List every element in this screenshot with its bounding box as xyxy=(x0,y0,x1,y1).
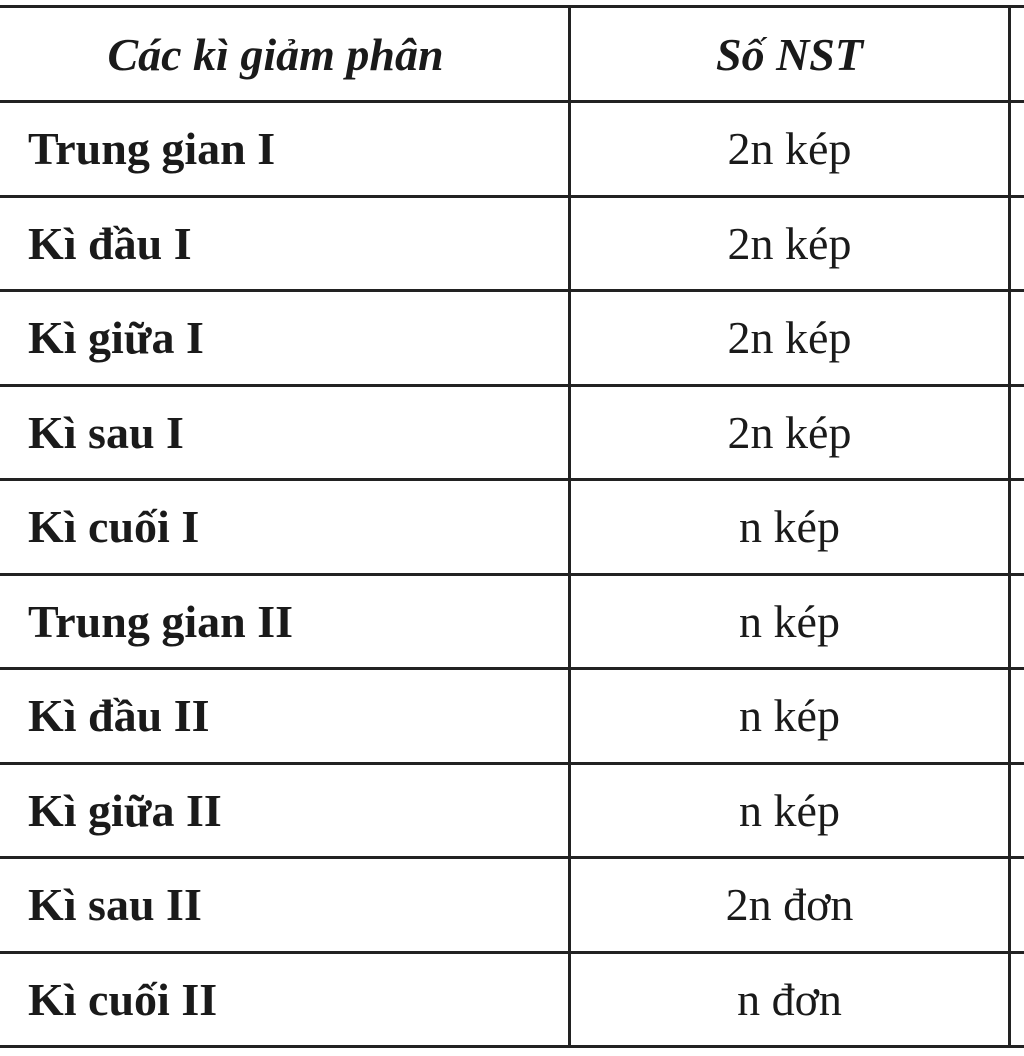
extra-cell xyxy=(1010,196,1024,291)
table-row xyxy=(0,858,1024,953)
extra-cell xyxy=(1010,385,1024,480)
extra-cell xyxy=(1010,480,1024,575)
table-row xyxy=(0,952,1024,1047)
chromosome-count-cell: n kép xyxy=(570,574,1010,669)
chromosome-count-cell: n đơn xyxy=(570,952,1010,1047)
extra-cell xyxy=(1010,574,1024,669)
chromosome-count-cell: 2n kép xyxy=(570,385,1010,480)
chromosome-count-cell: n kép xyxy=(570,669,1010,764)
phase-cell: Kì đầu II xyxy=(0,669,570,764)
phase-cell: Trung gian II xyxy=(0,574,570,669)
phase-cell: Kì đầu I xyxy=(0,196,570,291)
table-row xyxy=(0,196,1024,291)
phase-cell: Kì cuối II xyxy=(0,952,570,1047)
phase-cell: Kì cuối I xyxy=(0,480,570,575)
table-row xyxy=(0,669,1024,764)
extra-cell xyxy=(1010,102,1024,197)
extra-cell xyxy=(1010,763,1024,858)
extra-cell xyxy=(1010,291,1024,386)
header-extra-column xyxy=(1010,7,1024,102)
header-phase: Các kì giảm phân xyxy=(0,7,570,102)
phase-cell: Kì giữa II xyxy=(0,763,570,858)
extra-cell xyxy=(1010,669,1024,764)
table-row xyxy=(0,574,1024,669)
chromosome-count-cell: 2n kép xyxy=(570,291,1010,386)
table-row xyxy=(0,385,1024,480)
phase-cell: Kì sau I xyxy=(0,385,570,480)
table-header-row xyxy=(0,7,1024,102)
header-chromosome-count: Số NST xyxy=(570,7,1010,102)
table-row xyxy=(0,480,1024,575)
chromosome-count-cell: 2n kép xyxy=(570,102,1010,197)
table-row xyxy=(0,102,1024,197)
table-row xyxy=(0,291,1024,386)
meiosis-chromosome-table xyxy=(0,5,1024,1048)
extra-cell xyxy=(1010,952,1024,1047)
chromosome-count-cell: 2n đơn xyxy=(570,858,1010,953)
phase-cell: Kì giữa I xyxy=(0,291,570,386)
chromosome-count-cell: n kép xyxy=(570,763,1010,858)
chromosome-count-cell: 2n kép xyxy=(570,196,1010,291)
phase-cell: Trung gian I xyxy=(0,102,570,197)
extra-cell xyxy=(1010,858,1024,953)
table-row xyxy=(0,763,1024,858)
phase-cell: Kì sau II xyxy=(0,858,570,953)
chromosome-count-cell: n kép xyxy=(570,480,1010,575)
